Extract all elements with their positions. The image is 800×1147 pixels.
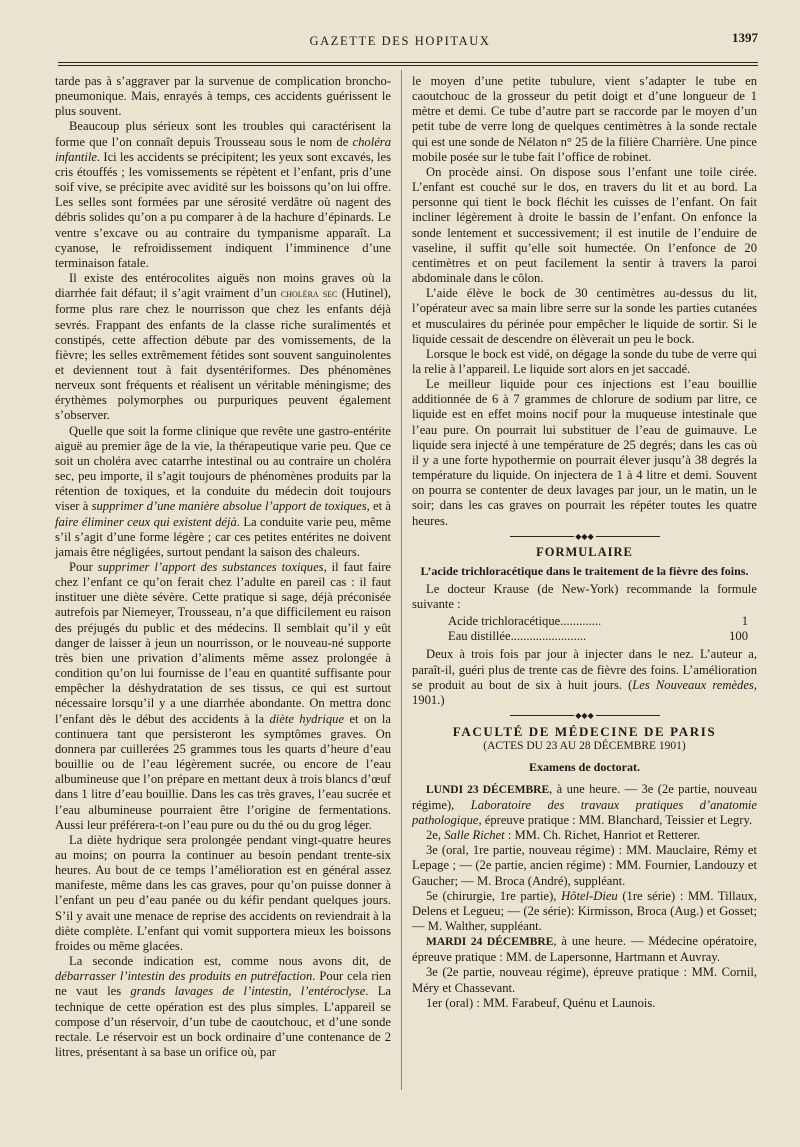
paragraph: On procède ainsi. On dispose sous l’enfant une toile cirée. L’enfant est couché sur le dos, en travers du lit et au bord. La personne qui tient le bock fléchit les cuisses de l’enfant. On fait incliner légèrement à droite le bassin de l’enfant. On enfonce la sonde lentement et successivement; il est inutile de l’enduire de vaseline, il suffit qu’elle soit humectée. On l’enfonce de 20 centimètres et on peut facilement la sentir à travers la paroi abdominale dans le côlon. bbox=[412, 164, 757, 286]
formula-row bbox=[448, 629, 757, 644]
paragraph: L’aide élève le bock de 30 centimètres au-dessus du lit, l’opérateur avec sa main libre serre sur la sonde les parties cutanées et musculaires du périnée pour empêcher le liquide de sortir. Si le liquide cessait de descendre on élèverait un peu le bock. bbox=[412, 286, 757, 346]
paragraph: Pour supprimer l’apport des substances toxiques, il faut faire chez l’enfant ce qu’on ferait chez l’adulte en pareil cas : il faut instituer une diète sévère. Cette pratique si sage, déjà préconisée autrefois par Niemeyer, Trousseau, n’a que difficilement eu raison des préjugés du public et des médecins. Il semblait qu’il y eût danger de laisser à jeun un nourrisson, or le nouveau-né supporte très bien une privation d’aliments même assez prolongée à condition qu’on lui fournisse de l’eau en quantité suffisante pour empêcher la déshydratation de ses tissus, ce qui est surtout nécessaire lorsqu’il y a une diarrhée abondante. On mettra donc l’enfant dès le début des accidents à la diète hydrique et on la continuera tant que persisteront les symptômes graves. On donnera par cuillerées 25 grammes tous les quarts d’heure d’eau bouillie ou de l’eau légèrement sucrée, ou encore de l’eau albumineuse que l’on prépare en mettant deux à trois blancs d’œuf dans 1 litre d’eau bouillie. Dans les cas très graves, l’eau sucrée et l’eau albumineuse pourraient être l’origine de fermentations. Aussi leur préférera-t-on l’eau pure ou du thé ou du grog léger. bbox=[55, 560, 392, 832]
formula-row bbox=[448, 614, 757, 629]
section-title-faculte: FACULTÉ DE MÉDECINE DE PARIS bbox=[452, 724, 717, 740]
section-title-formulaire: FORMULAIRE bbox=[536, 544, 633, 559]
section-subtitle: (ACTES DU 23 AU 28 DÉCEMBRE 1901) bbox=[483, 740, 686, 753]
paragraph: 1er (oral) : MM. Farabeuf, Quénu et Launois. bbox=[426, 995, 656, 1010]
paragraph: le moyen d’une petite tubulure, vient s’adapter le tube en caoutchouc de la grosseur du petit doigt et d’une longueur de 1 mètre et demi. Ce tube d’autre part se raccorde par le moyen d’un petit tube de verre long de quelques centimètres à la sonde rectale qui est une sonde de Nélaton n° 25 de la filière Charrière. Une pince mobile posée sur le tube fait l’office de robinet. bbox=[412, 74, 757, 164]
paragraph: Beaucoup plus sérieux sont les troubles qui caractérisent la forme que l’on connaît depuis Trousseau sous le nom de choléra infantile. Ici les accidents se précipitent; les yeux sont excavés, les cris étouffés ; les vomissements se répètent et l’enfant, pris d’une soif vive, se précipite avec avidité sur les boissons qu’on lui offre. Les selles sont formées par une sérosité verdâtre où nagent des débris solides qu’on a pu comparer à de la hachure d’épinards. Le ventre s’excave ou au contraire du tympanisme apparaît. La cyanose, le refroidissement indiquent l’imminence d’une terminaison fatale. bbox=[55, 119, 391, 270]
section-ornament: ◆◆◆ bbox=[510, 711, 660, 720]
paragraph: Il existe des entérocolites aiguës non moins graves où la diarrhée fait défaut; il s’agit vraiment d’un choléra sec (Hutinel), forme plus rare chez le nourrisson que chez les enfants déjà sevrés. Frappant des enfants de la classe riche suralimentés et constipés, cette affection débute par des vomissements, de la fièvre; les selles extrêmement fétides sont souvent sanguinolentes et deviennent tout à fait dysentériformes. Des phénomènes nerveux sont fréquents et réalisent un véritable méningisme; des érythèmes polymorphes ou purpuriques peuvent également s’observer. bbox=[55, 271, 391, 423]
paragraph: Le meilleur liquide pour ces injections est l’eau bouillie additionnée de 6 à 7 grammes de chlorure de sodium par litre, ce liquide est en effet moins nocif pour la muqueuse intestinale que l’eau pure. On pourrait lui substituer de l’eau de guimauve. Le liquide sera injecté à une température de 25 degrés; dans les cas où il y a une forte hypothermie on pourrait élever jusqu’à 38 degrés la température du liquide. On injectera de 1 à 4 litre et demi. Souvent on pourra se contenter de deux lavages par jour, un le matin, un le soir; dans les cas graves on pourrait les répéter toutes les quatre heures. bbox=[412, 377, 757, 528]
left-column bbox=[55, 74, 391, 1060]
header-rule bbox=[58, 62, 758, 66]
journal-title: GAZETTE DES HOPITAUX bbox=[309, 34, 491, 48]
paragraph: Lorsque le bock est vidé, on dégage la sonde du tube de verre qui la relie à l’appareil. Le liquide sort alors en jet saccadé. bbox=[412, 346, 757, 376]
page-number: 1397 bbox=[732, 30, 758, 45]
paragraph: Le docteur Krause (de New-York) recommande la formule suivante : bbox=[412, 581, 757, 611]
paragraph: La diète hydrique sera prolongée pendant vingt-quatre heures au moins; on pourra la continuer au besoin pendant trente-six heures. Au bout de ce temps l’amélioration est en général assez manifeste, même dans les cas graves, pour qu’on puisse donner à l’enfant un peu d’eau panée ou du kéfir pendant quelques jours. S’il y avait une menace de reprise des accidents on reviendrait à la diète complète. L’enfant qui vomit supportera mieux les boissons froides ou même glacées. bbox=[55, 832, 391, 953]
running-head bbox=[0, 30, 800, 52]
paragraph: Deux à trois fois par jour à injecter dans le nez. L’auteur a, paraît-il, guéri plus de trente cas de fièvre des foins. L’amélioration se produit au bout de six à huit jours. (Les Nouveaux remèdes, 1901.) bbox=[412, 647, 757, 707]
paragraph: La seconde indication est, comme nous avons dit, de débarrasser l’intestin des produits en putréfaction. Pour cela rien ne vaut les grands lavages de l’intestin, l’entéroclyse. La technique de cette opération est des plus simples. L’appareil se compose d’un réservoir, d’un tube de caoutchouc, et d’une sonde rectale. Le réservoir est un bock ordinaire d’une contenance de 2 litres, présentant à sa base un orifice où, par bbox=[55, 954, 391, 1059]
ingredient-quantity: 1 bbox=[741, 614, 748, 629]
paragraph: 5e (chirurgie, 1re partie), Hôtel-Dieu (1re série) : MM. Tillaux, Delens et Legueu; — (2e série): Kirmisson, Broca (Aug.) et Gosset; — M. Walther, suppléant. bbox=[412, 888, 757, 933]
formula-list bbox=[448, 614, 757, 644]
article-title: L’acide trichloracétique dans le traitement de la fièvre des foins. bbox=[420, 563, 749, 578]
ingredient-name: Eau distillée........................ bbox=[448, 629, 587, 644]
paragraph: 3e (oral, 1re partie, nouveau régime) : MM. Mauclaire, Rémy et Lepage ; — (2e partie, ancien régime) : MM. Fournier, Landouzy et Gaucher; — M. Broca (André), suppléant. bbox=[412, 843, 757, 888]
paragraph: Quelle que soit la forme clinique que revête une gastro-entérite aiguë au premier âge de la vie, la thérapeutique varie peu. Que ce soit un choléra avec catarrhe intestinal ou au contraire un choléra sec, peu importe, il s’agit toujours de phénomènes produits par la rétention de toxiques, et la conduite du médecin doit toujours viser à supprimer d’une manière absolue l’apport de toxiques, et à faire éliminer ceux qui existent déjà. La conduite varie peu, même s’il s’agit d’une forme légère ; car ces petites entérites ne doivent jamais être négligées, surtout pendant la saison des chaleurs. bbox=[55, 423, 391, 559]
paragraph: tarde pas à s’aggraver par la survenue de complication broncho-pneumonique. Mais, enrayés à temps, ces accidents guérissent le plus souvent. bbox=[55, 74, 391, 119]
exam-title: Examens de doctorat. bbox=[529, 760, 640, 775]
paragraph: LUNDI 23 DÉCEMBRE, à une heure. — 3e (2e partie, nouveau régime), Laboratoire des travaux pratiques d’anatomie pathologique, épreuve pratique : MM. Blanchard, Teissier et Legry. bbox=[412, 781, 757, 827]
right-column bbox=[412, 74, 757, 1011]
section-ornament: ◆◆◆ bbox=[510, 532, 660, 541]
paragraph: 3e (2e partie, nouveau régime), épreuve pratique : MM. Cornil, Méry et Chassevant. bbox=[412, 965, 757, 995]
ingredient-quantity: 100 bbox=[729, 629, 748, 644]
paragraph: 2e, Salle Richet : MM. Ch. Richet, Hanriot et Retterer. bbox=[426, 828, 701, 843]
column-divider bbox=[401, 70, 402, 1090]
ingredient-name: Acide trichloracétique............. bbox=[448, 614, 602, 629]
paragraph: MARDI 24 DÉCEMBRE, à une heure. — Médecine opératoire, épreuve pratique : MM. de Lapersonne, Hartmann et Auvray. bbox=[412, 934, 757, 965]
